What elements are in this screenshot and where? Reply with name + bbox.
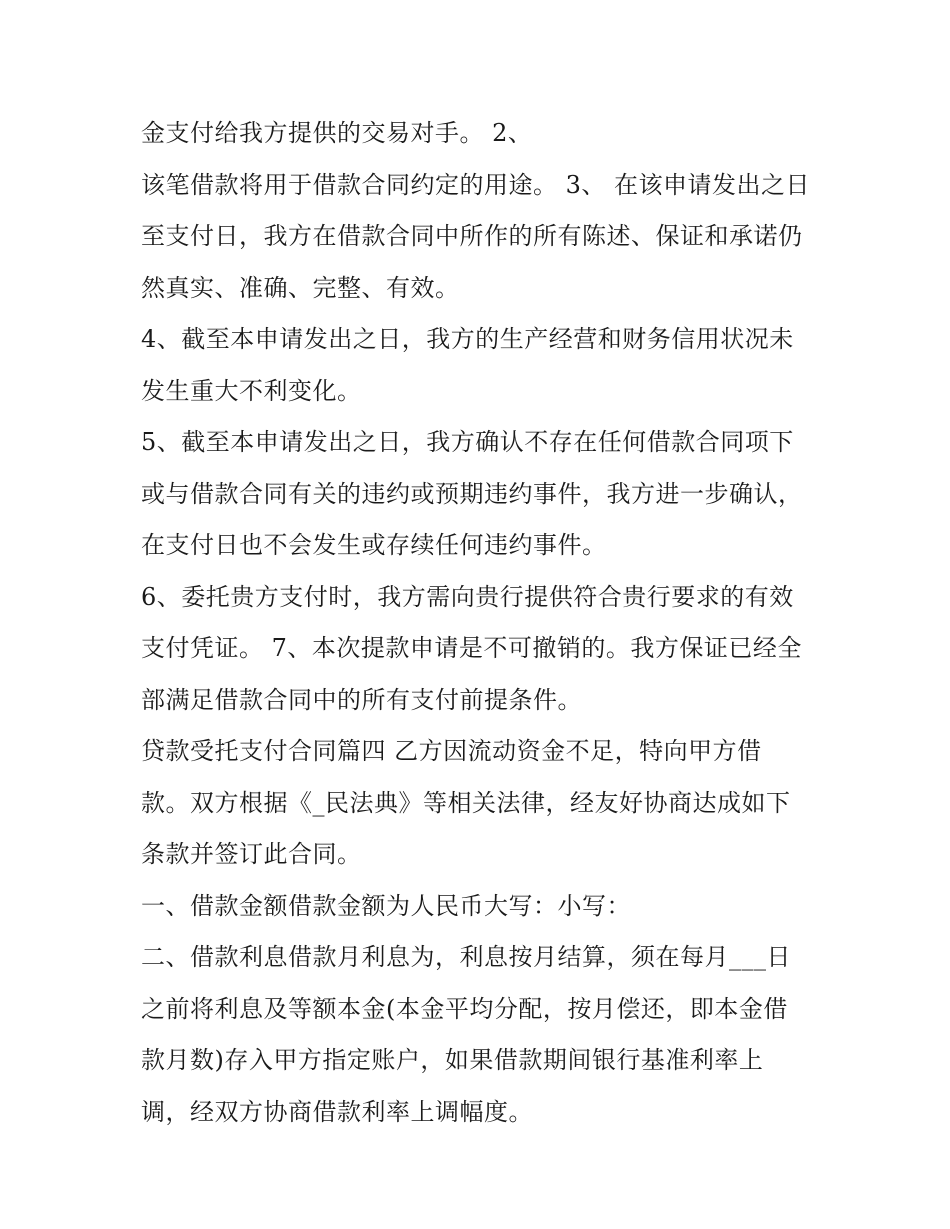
text-line: 部满足借款合同中的所有支付前提条件。 bbox=[141, 685, 582, 714]
text-line: 款月数)存入甲方指定账户，如果借款期间银行基准利率上 bbox=[141, 1046, 764, 1074]
text-line: 调，经双方协商借款利率上调幅度。 bbox=[141, 1097, 533, 1126]
text-line: 支付凭证。 7、本次提款申请是不可撤销的。我方保证已经全 bbox=[141, 634, 802, 662]
text-line: 4、截至本申请发出之日，我方的生产经营和财务信用状况未 bbox=[141, 325, 794, 353]
clause-line: 二、借款利息借款月利息为，利息按月结算，须在每月___日 bbox=[141, 943, 791, 971]
text-line: 5、截至本申请发出之日，我方确认不存在任何借款合同项下 bbox=[141, 428, 794, 456]
text-line: 该笔借款将用于借款合同约定的用途。 3、 在该申请发出之日 bbox=[141, 170, 811, 199]
text-line: 6、委托贵方支付时，我方需向贵行提供符合贵行要求的有效 bbox=[141, 582, 794, 611]
document-body bbox=[141, 108, 831, 1138]
text-line: 款。双方根据《_民法典》等相关法律，经友好协商达成如下 bbox=[141, 788, 791, 817]
section-heading-line: 贷款受托支付合同篇四 乙方因流动资金不足，特向甲方借 bbox=[141, 737, 762, 765]
text-line: 在支付日也不会发生或存续任何违约事件。 bbox=[141, 531, 607, 559]
text-line: 金支付给我方提供的交易对手。 2、 bbox=[141, 119, 533, 147]
text-line: 之前将利息及等额本金(本金平均分配，按月偿还，即本金借 bbox=[141, 994, 788, 1023]
text-line: 发生重大不利变化。 bbox=[141, 376, 362, 405]
clause-line: 一、借款金额借款金额为人民币大写：小写： bbox=[141, 891, 631, 920]
text-line: 条款并签订此合同。 bbox=[141, 840, 362, 868]
text-line: 或与借款合同有关的违约或预期违约事件，我方进一步确认， bbox=[141, 479, 803, 508]
text-line: 然真实、准确、完整、有效。 bbox=[141, 273, 460, 302]
text-line: 至支付日，我方在借款合同中所作的所有陈述、保证和承诺仍 bbox=[141, 222, 803, 250]
